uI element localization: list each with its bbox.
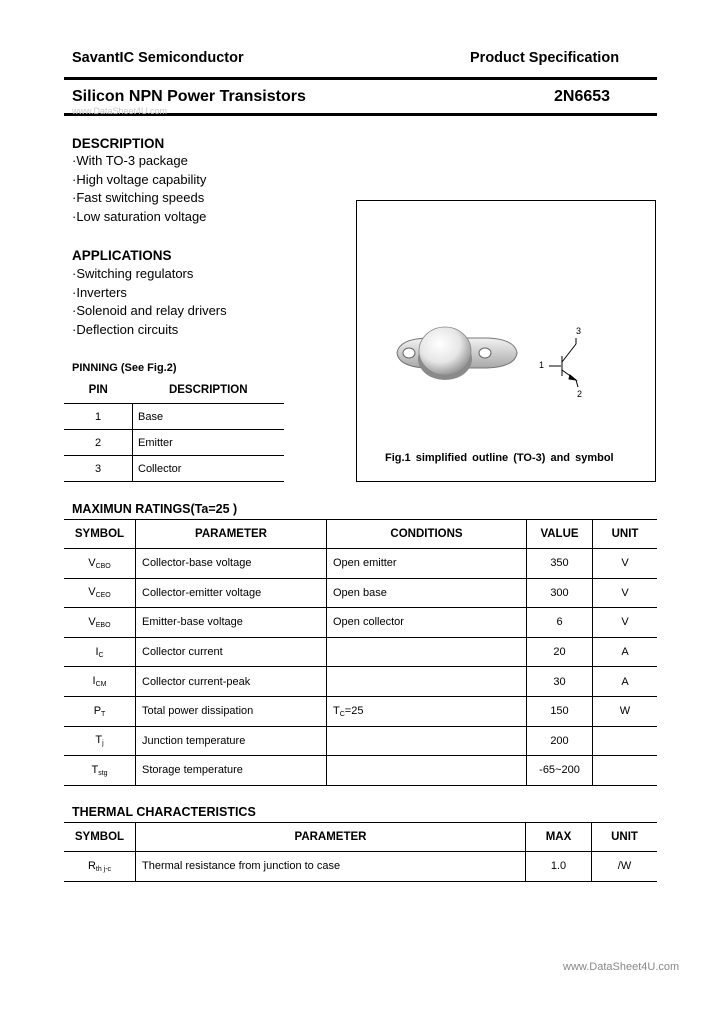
unit-cell: V bbox=[593, 608, 658, 638]
table-row bbox=[64, 756, 657, 786]
symbol-cell: $I_C$ bbox=[64, 637, 136, 667]
symbol-cell: $T_{stg}$ bbox=[64, 756, 136, 786]
applications-title: APPLICATIONS bbox=[72, 248, 172, 263]
parameter-cell: Collector current bbox=[136, 637, 327, 667]
parameter-cell: Collector current-peak bbox=[136, 667, 327, 697]
pin-description: Collector bbox=[133, 456, 285, 482]
table-row bbox=[64, 456, 284, 482]
parameter-header: PARAMETER bbox=[136, 823, 526, 852]
conditions-cell: $T_C=25$ bbox=[327, 696, 527, 726]
symbol-cell: $V_{EBO}$ bbox=[64, 608, 136, 638]
part-number: 2N6653 bbox=[554, 88, 611, 105]
parameter-header: PARAMETER bbox=[136, 520, 327, 549]
pin-number: 1 bbox=[64, 404, 133, 430]
value-cell: 150 bbox=[527, 696, 593, 726]
watermark-bottom: www.DataSheet4U.com bbox=[563, 961, 680, 973]
ratings-title: MAXIMUN RATINGS(Ta=25 ) bbox=[72, 502, 238, 516]
unit-cell: /W bbox=[592, 852, 658, 882]
value-cell: 350 bbox=[527, 549, 593, 579]
symbol-header: SYMBOL bbox=[64, 823, 136, 852]
unit-header: UNIT bbox=[593, 520, 658, 549]
conditions-cell bbox=[327, 667, 527, 697]
symbol-cell: $I_{CM}$ bbox=[64, 667, 136, 697]
conditions-header: CONDITIONS bbox=[327, 520, 527, 549]
description-item: ·Fast switching speeds bbox=[72, 190, 205, 206]
conditions-cell: Open collector bbox=[327, 608, 527, 638]
pin-header: PIN bbox=[64, 377, 133, 404]
parameter-cell: Emitter-base voltage bbox=[136, 608, 327, 638]
pin-label-2: 2 bbox=[577, 389, 583, 399]
table-row bbox=[64, 667, 657, 697]
conditions-cell bbox=[327, 637, 527, 667]
thermal-title: THERMAL CHARACTERISTICS bbox=[72, 805, 256, 819]
parameter-cell: Total power dissipation bbox=[136, 696, 327, 726]
figure-caption: Fig.1 simplified outline (TO-3) and symbol bbox=[385, 452, 614, 464]
value-header: VALUE bbox=[527, 520, 593, 549]
table-row bbox=[64, 549, 657, 579]
value-cell: -65~200 bbox=[527, 756, 593, 786]
description-header: DESCRIPTION bbox=[133, 377, 285, 404]
symbol-cell: $P_T$ bbox=[64, 696, 136, 726]
unit-cell bbox=[593, 756, 658, 786]
unit-cell: V bbox=[593, 578, 658, 608]
pin-label-3: 3 bbox=[576, 326, 582, 336]
applications-item: ·Deflection circuits bbox=[72, 322, 179, 338]
watermark-top: www.DataSheet4U.com bbox=[72, 106, 168, 116]
description-item: ·High voltage capability bbox=[72, 171, 207, 187]
symbol-header: SYMBOL bbox=[64, 520, 136, 549]
header-rule-top bbox=[64, 77, 657, 80]
value-cell: 30 bbox=[527, 667, 593, 697]
conditions-cell bbox=[327, 756, 527, 786]
value-cell: 300 bbox=[527, 578, 593, 608]
table-row bbox=[64, 430, 284, 456]
conditions-cell: Open base bbox=[327, 578, 527, 608]
max-header: MAX bbox=[526, 823, 592, 852]
description-item: ·Low saturation voltage bbox=[72, 209, 207, 225]
value-cell: 200 bbox=[527, 726, 593, 756]
unit-cell: A bbox=[593, 637, 658, 667]
table-row bbox=[64, 696, 657, 726]
parameter-cell: Collector-emitter voltage bbox=[136, 578, 327, 608]
table-row bbox=[64, 637, 657, 667]
description-list bbox=[72, 152, 206, 227]
to3-package-image bbox=[397, 327, 517, 380]
parameter-cell: Thermal resistance from junction to case bbox=[136, 852, 526, 882]
ratings-table bbox=[64, 519, 657, 786]
table-row bbox=[64, 608, 657, 638]
parameter-cell: Junction temperature bbox=[136, 726, 327, 756]
symbol-cell: $V_{CEO}$ bbox=[64, 578, 136, 608]
unit-header: UNIT bbox=[592, 823, 658, 852]
pin-description: Emitter bbox=[133, 430, 285, 456]
conditions-cell: Open emitter bbox=[327, 549, 527, 579]
symbol-cell: $T_j$ bbox=[64, 726, 136, 756]
unit-cell: W bbox=[593, 696, 658, 726]
unit-cell: V bbox=[593, 549, 658, 579]
table-row bbox=[64, 404, 284, 430]
symbol-cell: $V_{CBO}$ bbox=[64, 549, 136, 579]
pin-description: Base bbox=[133, 404, 285, 430]
figure-box bbox=[356, 200, 656, 482]
parameter-cell: Collector-base voltage bbox=[136, 549, 327, 579]
table-row bbox=[64, 726, 657, 756]
conditions-cell bbox=[327, 726, 527, 756]
figure-illustration bbox=[357, 201, 655, 481]
thermal-table bbox=[64, 822, 657, 882]
value-cell: 6 bbox=[527, 608, 593, 638]
pin-number: 2 bbox=[64, 430, 133, 456]
pin-label-1: 1 bbox=[539, 360, 545, 370]
symbol-cell: $R_{th j-c}$ bbox=[64, 852, 136, 882]
applications-list bbox=[72, 265, 227, 340]
company-name: SavantIC Semiconductor bbox=[72, 50, 244, 66]
unit-cell: A bbox=[593, 667, 658, 697]
applications-item: ·Solenoid and relay drivers bbox=[72, 303, 227, 319]
value-cell: 20 bbox=[527, 637, 593, 667]
parameter-cell: Storage temperature bbox=[136, 756, 327, 786]
pinning-table bbox=[64, 377, 284, 482]
product-line: Silicon NPN Power Transistors bbox=[72, 88, 306, 105]
npn-transistor-symbol bbox=[549, 338, 578, 387]
spec-label: Product Specification bbox=[470, 50, 620, 66]
table-row bbox=[64, 578, 657, 608]
table-row bbox=[64, 852, 657, 882]
applications-item: ·Inverters bbox=[72, 284, 127, 300]
pinning-title: PINNING (See Fig.2) bbox=[72, 362, 177, 374]
description-title: DESCRIPTION bbox=[72, 136, 165, 151]
unit-cell bbox=[593, 726, 658, 756]
applications-item: ·Switching regulators bbox=[72, 266, 194, 281]
pin-number: 3 bbox=[64, 456, 133, 482]
description-item: ·With TO-3 package bbox=[72, 153, 188, 168]
max-cell: 1.0 bbox=[526, 852, 592, 882]
